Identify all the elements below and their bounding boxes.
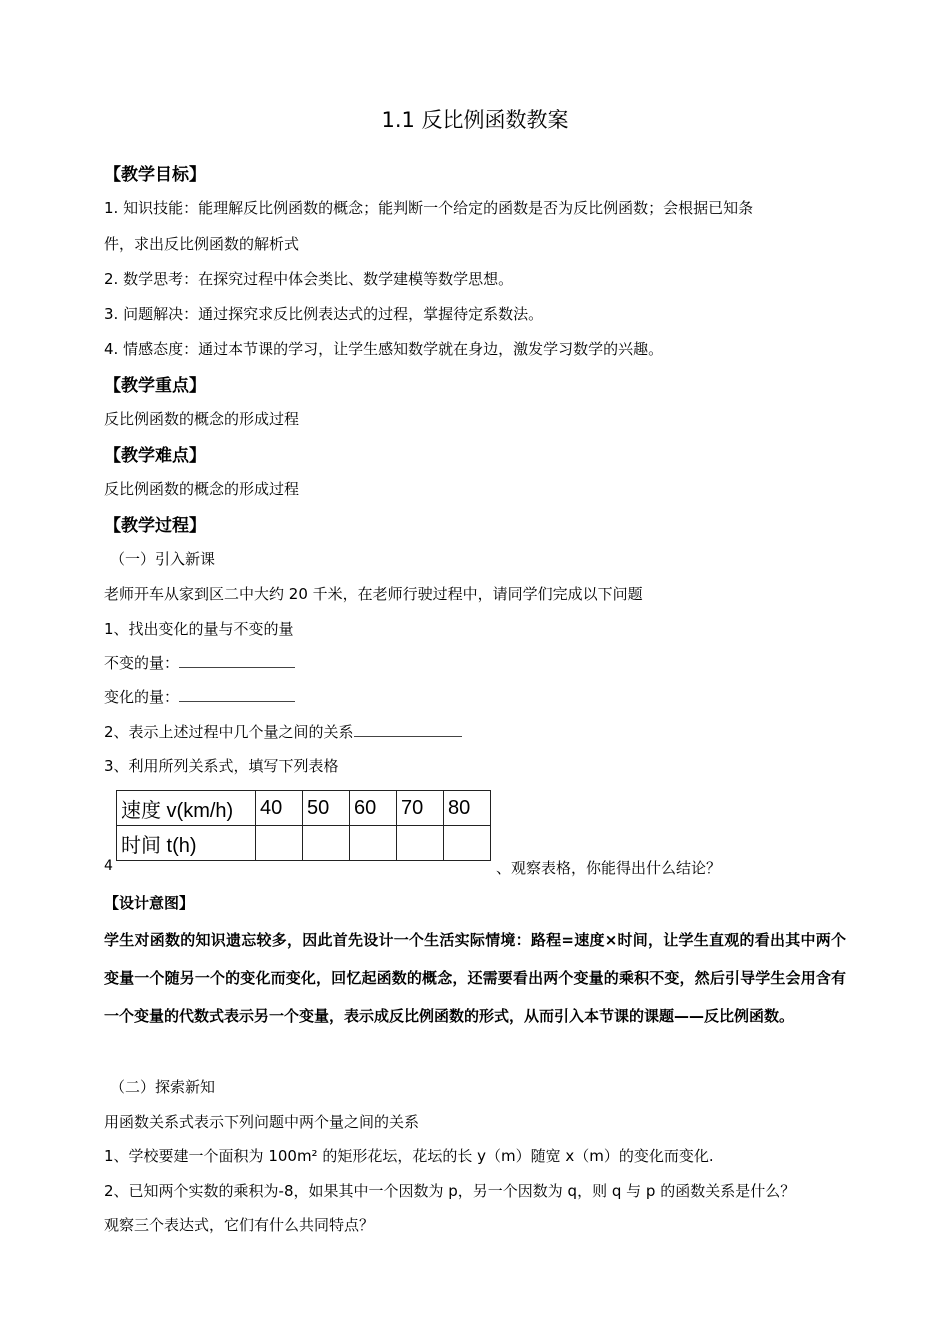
part-2-title: （二）探索新知 xyxy=(110,1078,216,1096)
time-cell xyxy=(256,826,303,861)
goals-heading: 【教学目标】 xyxy=(104,165,206,185)
question-2-line xyxy=(104,721,462,742)
variable-quantity-blank xyxy=(179,687,295,702)
speed-cell: 70 xyxy=(397,791,444,826)
key-points-heading: 【教学重点】 xyxy=(104,376,206,396)
question-4-number: 4 xyxy=(104,858,113,874)
example-1: 1、学校要建一个面积为 100m² 的矩形花坛，花坛的长 y（m）随宽 x（m）的变化而变化. xyxy=(104,1147,714,1165)
goal-2: 2. 数学思考：在探究过程中体会类比、数学建模等数学思想。 xyxy=(104,270,514,288)
time-cell xyxy=(397,826,444,861)
question-3: 3、利用所列关系式，填写下列表格 xyxy=(104,757,339,775)
speed-cell: 50 xyxy=(303,791,350,826)
constant-quantity-label: 不变的量： xyxy=(104,654,180,672)
speed-cell: 80 xyxy=(444,791,491,826)
goal-1-line-2: 件，求出反比例函数的解析式 xyxy=(104,235,300,253)
difficult-points-text: 反比例函数的概念的形成过程 xyxy=(104,480,300,498)
design-intent-paragraph: 学生对函数的知识遗忘较多，因此首先设计一个生活实际情境：路程=速度×时间，让学生直观的看出其中两个变量一个随另一个的变化而变化，回忆起函数的概念，还需要看出两个变量的乘积不变，然后引导学生会用含有一个变量的代数式表示另一个变量，表示成反比例函数的形式，从而引入本节课的课题——反比例函数。 xyxy=(104,931,846,1025)
observe-question: 观察三个表达式，它们有什么共同特点？ xyxy=(104,1216,375,1234)
key-points-text: 反比例函数的概念的形成过程 xyxy=(104,410,300,428)
question-1: 1、找出变化的量与不变的量 xyxy=(104,620,294,638)
time-cell xyxy=(444,826,491,861)
variable-quantity-line xyxy=(104,686,295,707)
speed-cell: 60 xyxy=(350,791,397,826)
constant-quantity-line xyxy=(104,652,295,673)
time-label-cell: 时间 t(h) xyxy=(117,826,256,861)
table-row xyxy=(117,826,491,861)
question-2: 2、表示上述过程中几个量之间的关系 xyxy=(104,723,354,741)
difficult-points-heading: 【教学难点】 xyxy=(104,446,206,466)
time-cell xyxy=(350,826,397,861)
variable-quantity-label: 变化的量： xyxy=(104,688,180,706)
example-2: 2、已知两个实数的乘积为-8，如果其中一个因数为 p，另一个因数为 q，则 q 与 p 的函数关系是什么？ xyxy=(104,1182,796,1200)
process-heading: 【教学过程】 xyxy=(104,516,206,536)
intro-paragraph: 老师开车从家到区二中大约 20 千米，在老师行驶过程中，请同学们完成以下问题 xyxy=(104,585,643,603)
question-4: 、观察表格，你能得出什么结论？ xyxy=(496,859,722,877)
speed-cell: 40 xyxy=(256,791,303,826)
part-1-title: （一）引入新课 xyxy=(110,550,216,568)
explore-intro: 用函数关系式表示下列问题中两个量之间的关系 xyxy=(104,1113,420,1131)
relation-blank xyxy=(354,722,462,737)
table-row xyxy=(117,791,491,826)
design-intent-heading: 【设计意图】 xyxy=(104,894,195,912)
goal-1-line-1: 1. 知识技能：能理解反比例函数的概念；能判断一个给定的函数是否为反比例函数；会根据已知条 xyxy=(104,199,754,217)
document-title: 1.1 反比例函数教案 xyxy=(381,108,569,132)
constant-quantity-blank xyxy=(179,653,295,668)
speed-label-cell: 速度 v(km/h) xyxy=(117,791,256,826)
speed-time-table xyxy=(116,790,491,861)
time-cell xyxy=(303,826,350,861)
goal-3: 3. 问题解决：通过探究求反比例表达式的过程，掌握待定系数法。 xyxy=(104,305,544,323)
goal-4: 4. 情感态度：通过本节课的学习，让学生感知数学就在身边，激发学习数学的兴趣。 xyxy=(104,340,664,358)
